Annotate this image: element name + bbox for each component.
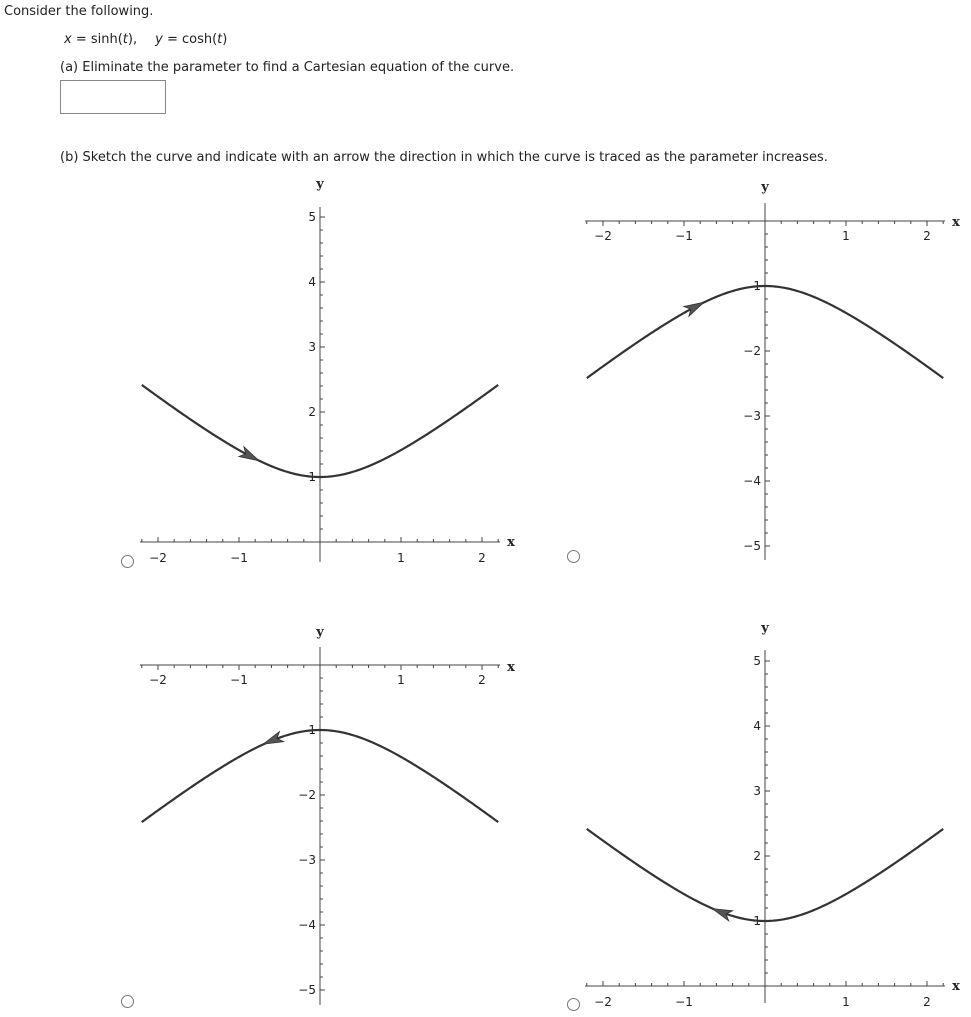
option-3-radio[interactable] bbox=[121, 995, 134, 1008]
x-axis-label: x bbox=[507, 660, 515, 675]
y-axis-label: y bbox=[761, 621, 769, 636]
y-axis-label: y bbox=[316, 625, 324, 640]
x-tick-label: 1 bbox=[842, 995, 850, 1009]
x-tick-label: 2 bbox=[478, 673, 486, 687]
x-tick-label: −1 bbox=[230, 551, 248, 565]
y-tick-label: −4 bbox=[743, 474, 761, 488]
part-a-prompt: (a) Eliminate the parameter to find a Cartesian equation of the curve. bbox=[60, 60, 515, 75]
x-tick-label: −1 bbox=[230, 673, 248, 687]
x-axis-label: x bbox=[952, 979, 960, 994]
x-tick-label: −2 bbox=[149, 551, 167, 565]
y-tick-label: −2 bbox=[298, 788, 316, 802]
y-tick-label: −4 bbox=[298, 918, 316, 932]
y-tick-label: 3 bbox=[753, 784, 761, 798]
x-tick-label: −2 bbox=[594, 229, 612, 243]
y-tick-label: 4 bbox=[753, 719, 761, 733]
x-rhs: = sinh( bbox=[71, 32, 123, 47]
option-2-radio[interactable] bbox=[567, 550, 580, 563]
intro-text: Consider the following. bbox=[4, 4, 154, 19]
x-parameter: t bbox=[122, 32, 128, 47]
y-tick-label: −2 bbox=[743, 344, 761, 358]
y-tick-label: 5 bbox=[308, 210, 316, 224]
x-tick-label: 1 bbox=[397, 551, 405, 565]
y-tick-label: 3 bbox=[308, 340, 316, 354]
x-tick-label: −1 bbox=[675, 995, 693, 1009]
y-tick-label: 2 bbox=[308, 405, 316, 419]
y-axis-label: y bbox=[316, 177, 324, 192]
y-axis-label: y bbox=[761, 180, 769, 195]
x-tick-label: −2 bbox=[149, 673, 167, 687]
y-tick-label: 2 bbox=[753, 849, 761, 863]
y-tick-label: −5 bbox=[743, 539, 761, 553]
part-b-prompt: (b) Sketch the curve and indicate with an arrow the direction in which the curve is traced as the parameter increases. bbox=[60, 150, 828, 165]
x-tick-label: 2 bbox=[923, 995, 931, 1009]
x-tick-label: −2 bbox=[594, 995, 612, 1009]
x-tick-label: 2 bbox=[478, 551, 486, 565]
x-axis-label: x bbox=[507, 535, 515, 550]
y-tick-label: 4 bbox=[308, 275, 316, 289]
y-close: ) bbox=[222, 32, 228, 47]
option-1-radio[interactable] bbox=[121, 555, 134, 568]
y-tick-label: 1 bbox=[753, 914, 761, 928]
x-variable: x bbox=[64, 32, 72, 47]
x-close: ), bbox=[127, 32, 138, 47]
x-tick-label: 1 bbox=[842, 229, 850, 243]
y-tick-label: −5 bbox=[298, 983, 316, 997]
y-tick-label: 5 bbox=[753, 654, 761, 668]
option-4-radio[interactable] bbox=[567, 998, 580, 1011]
y-parameter: t bbox=[217, 32, 223, 47]
y-variable: y bbox=[155, 32, 163, 47]
y-tick-label: −3 bbox=[298, 853, 316, 867]
y-tick-label: 1 bbox=[308, 723, 316, 737]
y-tick-label: 1 bbox=[308, 470, 316, 484]
x-tick-label: 1 bbox=[397, 673, 405, 687]
y-tick-label: 1 bbox=[753, 279, 761, 293]
y-rhs: = cosh( bbox=[162, 32, 218, 47]
y-tick-label: −3 bbox=[743, 409, 761, 423]
x-tick-label: 2 bbox=[923, 229, 931, 243]
x-axis-label: x bbox=[952, 215, 960, 230]
x-tick-label: −1 bbox=[675, 229, 693, 243]
